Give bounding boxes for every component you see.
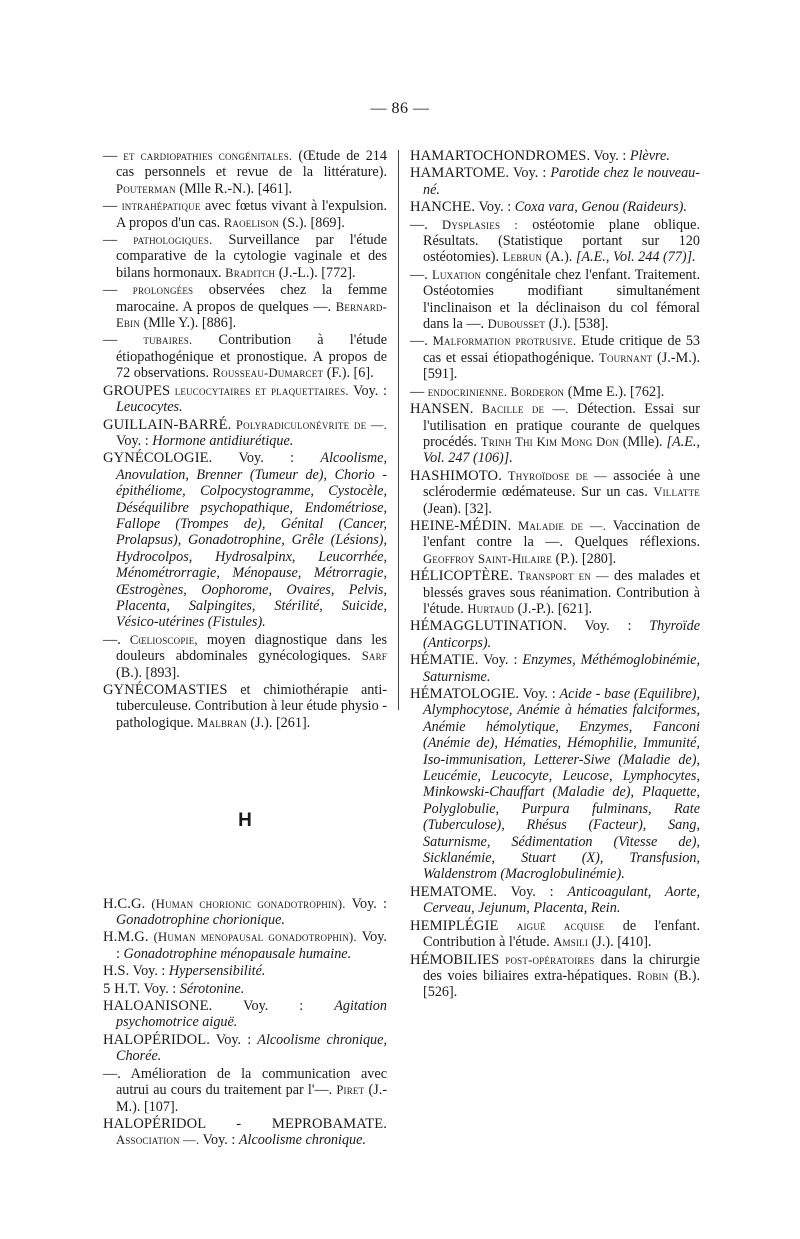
index-entry <box>103 232 387 281</box>
entry-text: avec fœtus vivant à l'expulsion. A propos d'un cas. <box>116 198 387 231</box>
entry-dash: —. <box>410 216 443 233</box>
index-entry <box>410 384 700 400</box>
entry-subheading: prolongées <box>132 283 194 298</box>
entry-text: Amélioration de la communication avec autrui au cours du traitement par l'—. <box>116 1065 387 1099</box>
entry-dash: —. <box>410 266 432 283</box>
entry-dash: — <box>103 282 133 299</box>
entry-headword: GYNÉCOMASTIES <box>103 682 228 698</box>
entry-text: Contribution à l'étude étiopathogénique et pronostique. A propos de 72 observations. <box>116 332 387 382</box>
index-entry <box>410 518 700 567</box>
entry-text: Voy. : <box>475 199 515 216</box>
entry-subheading: Dysplasies : <box>442 217 518 232</box>
index-entry <box>103 632 387 681</box>
entry-author: Sarf <box>361 649 387 664</box>
entry-crossref: Hypersensibilité. <box>168 963 266 980</box>
entry-headword: HÉMOBILIES <box>410 951 500 968</box>
entry-reference: (F.). [6]. <box>323 365 374 382</box>
entry-reference: (Mlle). <box>618 433 667 450</box>
entry-headword: H.C.G. <box>103 895 146 912</box>
entry-text: Voy. : <box>129 963 169 980</box>
entry-text: Etude critique de 53 cas et essai étiopathogénique. <box>423 333 701 366</box>
entry-author: Tournant <box>599 350 653 365</box>
entry-subheading: (Human chorionic gonadotrophin). <box>145 896 346 911</box>
entry-text: Détection. Essai sur l'utilisation en pratique courante de quelques procédés. <box>423 401 700 450</box>
entry-headword: HEMIPLÉGIE <box>410 917 499 934</box>
entry-crossref: Thyroïde (Anticorps). <box>423 618 700 651</box>
entry-crossref: Parotide chez le nouveau-né. <box>423 165 700 198</box>
entry-headword: HALOPÉRIDOL - MEPROBAMATE. <box>103 1115 387 1132</box>
entry-text: Voy. : <box>116 929 387 962</box>
index-entry <box>410 468 700 517</box>
entry-text: Vaccination de l'enfant contre la —. Quelques réflexions. <box>423 517 700 551</box>
entry-subheading: Cœlioscopie, <box>129 632 198 647</box>
entry-text: Voy. : <box>140 980 180 997</box>
entry-headword: 5 H.T. <box>103 980 141 997</box>
index-entry <box>410 568 700 617</box>
entry-text: Voy. : <box>116 432 153 449</box>
entry-text: (Œtude de 214 cas personnels et revue de la littérature). <box>116 148 387 181</box>
entry-text: Voy. : <box>345 895 387 912</box>
entry-reference: (J.-L.). [772]. <box>275 264 356 281</box>
index-entry <box>410 165 700 198</box>
entry-dash: — <box>103 148 124 164</box>
entry-headword: HEINE-MÉDIN. <box>410 517 512 534</box>
entry-text: Voy. : <box>478 652 523 669</box>
entry-headword: GUILLAIN-BARRÉ. <box>103 416 232 433</box>
entry-headword: HALOPÉRIDOL. <box>103 1031 210 1048</box>
entry-text: Voy. : <box>212 998 335 1015</box>
entry-headword: HÉMAGGLUTINATION. <box>410 618 567 635</box>
entry-text: dans la chirurgie des voies biliaires extra-hépatiques. <box>423 951 700 984</box>
entry-crossref: Anticoagulant, Aorte, Cerveau, Jejunum, Placenta, Rein. <box>423 883 700 917</box>
entry-dash: —. <box>410 333 433 350</box>
entry-text: Voy. : <box>210 1031 258 1048</box>
entry-crossref: Leucocytes. <box>116 399 183 416</box>
entry-author: Lebrun <box>502 250 543 265</box>
entry-subheading: endocrinienne. <box>427 384 508 399</box>
entry-headword: HAMARTOME. <box>410 165 510 182</box>
entry-subheading: (Human menopausal gonadotrophin). <box>148 930 357 945</box>
left-column <box>103 148 387 1150</box>
entry-author: Raoelison <box>223 215 279 230</box>
entry-author: Rousseau-Dumarcet <box>212 366 324 381</box>
section-letter: H <box>238 810 252 832</box>
entry-subheading: Maladie de —. <box>511 518 607 533</box>
entry-headword: HALOANISONE. <box>103 998 213 1015</box>
index-entry <box>103 682 387 731</box>
index-entry <box>410 918 700 951</box>
entry-text: Voy. : <box>348 382 387 399</box>
index-entry <box>103 1066 387 1115</box>
entry-volume: [A.E., Vol. 247 (106)]. <box>423 433 701 467</box>
entry-reference: (Jean). [32]. <box>423 500 492 517</box>
index-entry <box>103 383 387 416</box>
index-entry <box>410 267 700 333</box>
entry-author: Amsili <box>553 935 589 950</box>
entry-text: Voy. : <box>519 686 560 702</box>
entry-crossref: Hormone antidiurétique. <box>152 432 294 449</box>
column-divider <box>398 150 399 710</box>
index-entry <box>103 417 387 450</box>
entry-headword: HAMARTOCHONDROMES. <box>410 148 591 164</box>
entry-dash: — <box>103 198 122 215</box>
entry-headword: H.S. <box>103 963 130 980</box>
index-entry <box>103 1032 387 1065</box>
entry-reference: (B.). [893]. <box>116 664 180 681</box>
right-column <box>410 148 700 1002</box>
index-entry <box>103 198 387 231</box>
index-entry <box>103 282 387 331</box>
entry-author: Robin <box>637 968 669 983</box>
entry-reference: (J.-P.). [621]. <box>514 600 593 617</box>
entry-dash: —. <box>103 1065 131 1082</box>
index-entry <box>410 686 700 883</box>
entry-text: associée à une sclérodermie œdémateuse. Sur un cas. <box>423 467 700 501</box>
entry-crossref: Enzymes, Méthémoglobinémie, Saturnisme. <box>423 652 700 685</box>
entry-headword: HEMATOME. <box>410 883 497 900</box>
entry-text: Voy. : <box>496 883 568 900</box>
entry-text: des malades et blessés graves sous réanimation. Contribution à l'étude. <box>423 568 700 617</box>
entry-subheading: Malformation protrusive. <box>432 334 577 349</box>
entry-author: Braditch <box>225 265 276 280</box>
entry-subheading: Luxation <box>431 267 482 282</box>
entry-headword: HÉLICOPTÈRE. <box>410 568 513 585</box>
entry-subheading: et cardiopathies congénitales. <box>123 149 293 163</box>
entry-subheading: Polyradiculonévrite de —. <box>231 417 387 432</box>
entry-crossref: Alcoolisme chronique, Chorée. <box>116 1031 387 1065</box>
entry-volume: [A.E., Vol. 244 (77)]. <box>575 249 696 266</box>
entry-reference: (P.). [280]. <box>551 550 617 567</box>
entry-crossref: Sérotonine. <box>179 980 245 997</box>
entry-text: ostéotomie plane oblique. Résultats. (Statistique portant sur 120 ostéotomies). <box>423 216 700 266</box>
entry-headword: H.M.G. <box>103 929 149 946</box>
index-entry <box>103 929 387 962</box>
entry-author: Trinh Thi Kim Mong Don <box>480 434 619 449</box>
entry-headword: HÉMATIE. <box>410 652 479 669</box>
entry-author: Dubousset <box>487 317 546 332</box>
entry-reference: (J.-M.). [107]. <box>116 1082 387 1115</box>
entry-reference: (J.). [261]. <box>246 714 311 731</box>
index-entry <box>103 998 387 1031</box>
index-entry <box>410 401 700 467</box>
entry-reference: (J.). [538]. <box>545 316 609 333</box>
entry-text: Voy. : <box>590 148 630 164</box>
entry-author: Pouterman <box>116 181 176 196</box>
entry-subheading: aiguë acquise <box>498 918 605 933</box>
index-entry <box>103 963 387 979</box>
entry-crossref: Agitation psychomotrice aiguë. <box>116 998 387 1031</box>
entry-author: Piret <box>336 1083 365 1098</box>
entry-text: de l'enfant. Contribution à l'étude. <box>423 917 701 951</box>
index-entry <box>103 981 387 997</box>
entry-reference: (S.). [869]. <box>278 214 345 231</box>
entry-author: Borderon <box>510 384 565 399</box>
entry-author: Villatte <box>653 485 700 500</box>
index-entry <box>410 199 700 215</box>
entry-text: Voy. : <box>212 450 321 467</box>
entry-dash: — <box>410 383 428 400</box>
entry-dash: —. <box>103 631 130 648</box>
entry-reference: (Mlle R.-N.). [461]. <box>175 180 293 197</box>
entry-dash: — <box>103 232 134 249</box>
index-entry <box>103 332 387 381</box>
index-entry <box>410 333 700 382</box>
entry-author: Malbran <box>197 715 247 730</box>
entry-reference: (Mme E.). [762]. <box>564 383 665 400</box>
entry-reference: (B.). [526]. <box>423 967 701 1001</box>
entry-reference: (J.-M.). [591]. <box>423 349 701 383</box>
entry-subheading: Transport en — <box>512 569 609 584</box>
entry-subheading: pathologiques. <box>133 233 213 248</box>
entry-dash: — <box>103 332 144 349</box>
entry-author: Bernard-Ebin <box>116 299 387 331</box>
entry-subheading: Bacille de —. <box>473 402 569 417</box>
entry-subheading: Association —. <box>116 1133 200 1148</box>
entry-text: moyen diagnostique dans les douleurs abdominales gynécologiques. <box>116 631 388 665</box>
entry-text: Voy. : <box>566 618 650 635</box>
entry-headword: HANCHE. <box>410 199 476 216</box>
entry-crossref: Acide - base (Equilibre), Alymphocytose, Anémie à hématies falciformes, Anémie hémolytique, Enzymes, Fanconi (Anémie de), Hématies, Hémophilie, Immunité, Iso-immunisation, Letterer-Siwe (Maladie de), Leucémie, Leucocyte, Leucose, Lymphocytes, Minkowski-Chauffart (Maladie de), Plaquette, Polyglobulie, Purpura fulminans, Rate (Tuberculose), Rhésus (Facteur), Sang, Saturnisme, Sédimentation (Vitesse de), Sicklanémie, Stuart (X), Transfusion, Waldenstrom (Macroglobulinémie). <box>423 686 700 883</box>
entry-author: Geoffroy Saint-Hilaire <box>423 551 552 566</box>
index-entry <box>103 896 387 929</box>
page-number: — 86 — <box>370 100 430 117</box>
index-entry <box>103 148 387 197</box>
index-entry <box>410 884 700 917</box>
entry-headword: HASHIMOTO. <box>410 467 502 484</box>
entry-crossref: Gonadotrophine chorionique. <box>116 912 285 929</box>
entry-crossref: Gonadotrophine ménopausale humaine. <box>123 945 352 962</box>
entry-reference: (A.). <box>542 249 576 266</box>
entry-subheading: leucocytaires et plaquettaires. <box>170 383 349 398</box>
entry-subheading: intrahépatique <box>121 199 201 214</box>
entry-author: Hurtaud <box>467 601 515 616</box>
entry-subheading: Thyroïdose de — <box>501 468 607 483</box>
entry-text: Voy. : <box>199 1132 239 1149</box>
entry-headword: GROUPES <box>103 382 171 399</box>
entry-crossref: Plèvre. <box>629 148 670 164</box>
index-entry <box>410 618 700 651</box>
entry-subheading: tubaires. <box>143 333 193 348</box>
index-entry <box>410 217 700 266</box>
index-entry <box>410 652 700 685</box>
entry-headword: GYNÉCOLOGIE. <box>103 450 213 467</box>
entry-headword: HÉMATOLOGIE. <box>410 686 520 702</box>
entry-text: Surveillance par l'étude comparative de la cytologie vaginale et des bilans hormonaux. <box>116 232 387 281</box>
entry-reference: (J.). [410]. <box>588 934 652 951</box>
index-entry <box>410 952 700 1001</box>
entry-headword: HANSEN. <box>410 401 474 418</box>
index-entry <box>103 1116 387 1149</box>
entry-crossref: Alcoolisme, Anovulation, Brenner (Tumeur de), Chorio - épithéliome, Colpocystogramme, Cystocèle, Déséquilibre psychopathique, Endométriose, Fallope (Trompes de), Génital (Cancer, Prolapsus), Gonadotrophine, Grêle (Lésions), Hydrocolpos, Hydrosalpinx, Leucorrhée, Ménométrorragie, Ménopause, Métrorragie, Œstrogènes, Oophorome, Ovaires, Pelvis, Placenta, Salpingites, Stérilité, Suicide, Vésico-utérines (Fistules). <box>116 450 387 631</box>
entry-subheading: post-opératoires <box>499 952 595 967</box>
entry-reference: (Mlle Y.). [886]. <box>140 315 237 332</box>
entry-crossref: Coxa vara, Genou (Raideurs). <box>514 199 687 216</box>
entry-text: congénitale chez l'enfant. Traitement. Ostéotomies modifiant simultanément l'inclinaison et la déclinaison du col fémoral dans la —. <box>423 266 700 333</box>
entry-text: Voy. : <box>509 165 551 182</box>
entry-text: et chimiothérapie anti-tuberculeuse. Contribution à leur étude physio - pathologique. <box>116 682 387 731</box>
index-entry <box>103 450 387 630</box>
entry-crossref: Alcoolisme chronique. <box>238 1132 366 1149</box>
entry-text: observées chez la femme marocaine. A propos de quelques —. <box>116 282 387 315</box>
index-entry <box>410 148 700 164</box>
